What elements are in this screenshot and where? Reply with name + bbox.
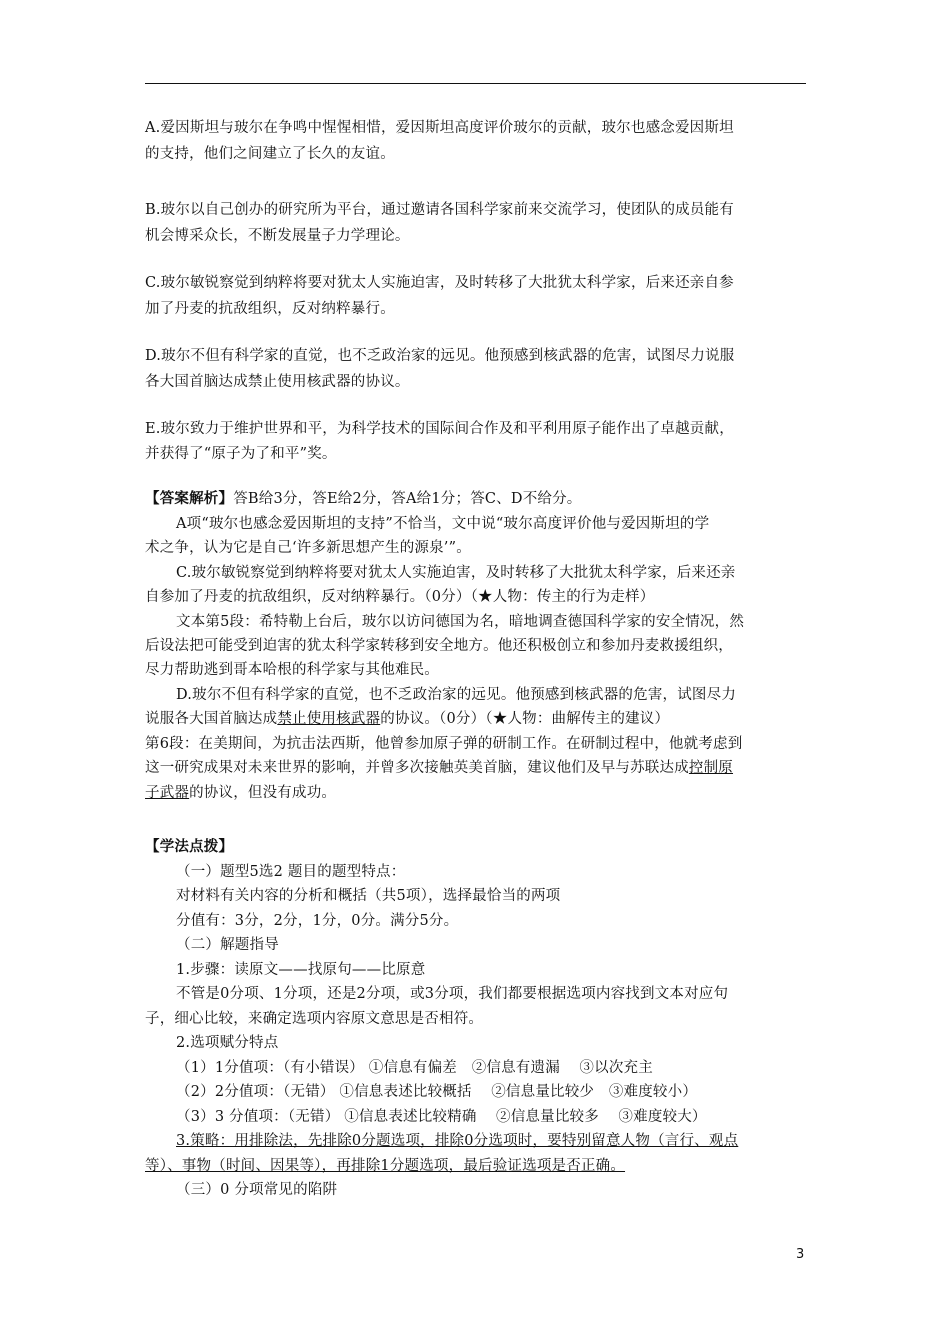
analysis-a-line-2: 术之争，认为它是自己‘许多新思想产生的源泉’”。: [145, 540, 471, 556]
option-a-line-2: 的支持，他们之间建立了长久的友谊。: [145, 146, 395, 162]
paragraph6-underlined-2: 子武器: [145, 785, 190, 801]
paragraph6-line-2: [145, 758, 733, 778]
paragraph6-line-1: 第6段：在美期间，为抗击法西斯，他曾参加原子弹的研制工作。在研制过程中，他就考虑到: [145, 736, 743, 752]
analysis-d-line-2: [145, 709, 669, 729]
study-line-8: 2.选项赋分特点: [176, 1035, 279, 1051]
paragraph5-line-2: 后设法把可能受到迫害的犹太科学家转移到安全地方。他还积极创立和参加丹麦救援组织，: [145, 638, 733, 654]
paragraph5-line-3: 尽力帮助逃到哥本哈根的科学家与其他难民。: [145, 662, 439, 678]
analysis-a-line-1: A项“玻尔也感念爱因斯坦的支持”不恰当，文中说“玻尔高度评价他与爱因斯坦的学: [176, 516, 710, 532]
study-line-4: （二）解题指导: [176, 937, 279, 953]
answer-summary-line: [145, 489, 582, 509]
study-line-7: 子，细心比较，来确定选项内容原文意思是否相符。: [145, 1011, 484, 1027]
analysis-c-line-1: C.玻尔敏锐察觉到纳粹将要对犹太人实施迫害，及时转移了大批犹太科学家，后来还亲: [176, 565, 736, 581]
study-line-2: 对材料有关内容的分析和概括（共5项），选择最恰当的两项: [176, 888, 561, 904]
option-c-line-1: C.玻尔敏锐察觉到纳粹将要对犹太人实施迫害，及时转移了大批犹太科学家，后来还亲自参: [145, 275, 734, 291]
score-line-3: （3）3 分值项：（无错） ①信息表述比较精确 ②信息量比较多 ③难度较大）: [176, 1109, 707, 1125]
score-line-2: （2）2分值项：（无错） ①信息表述比较概括 ②信息量比较少 ③难度较小）: [176, 1084, 698, 1100]
option-b-line-1: B.玻尔以自己创办的研究所为平台，通过邀请各国科学家前来交流学习，使团队的成员能有: [145, 202, 734, 218]
strategy-line-1: 3.策略：用排除法，先排除0分题选项，排除0分选项时，要特别留意人物（言行、观点: [176, 1133, 739, 1149]
study-line-3: 分值有：3分，2分，1分，0分。满分5分。: [176, 913, 459, 929]
analysis-d-text-end: 的协议。（0分）（★人物：曲解传主的建议）: [380, 711, 670, 727]
strategy-line-2: 等）、事物（时间、因果等），再排除1分题选项，最后验证选项是否正确。: [145, 1158, 626, 1174]
option-d-line-2: 各大国首脑达成禁止使用核武器的协议。: [145, 374, 410, 390]
score-line-1: （1）1分值项：（有小错误） ①信息有偏差 ②信息有遗漏 ③以次充主: [176, 1060, 653, 1076]
paragraph6-underlined-1: 控制原: [688, 760, 734, 776]
paragraph6-line-3: [145, 783, 336, 803]
trap-heading: （三）0 分项常见的陷阱: [176, 1182, 338, 1198]
option-c-line-2: 加了丹麦的抗敌组织，反对纳粹暴行。: [145, 301, 395, 317]
page-number: 3: [796, 1247, 805, 1262]
study-line-5: 1.步骤：读原文——找原句——比原意: [176, 962, 426, 978]
analysis-d-text: 说服各大国首脑达成: [145, 711, 278, 727]
study-line-1: （一）题型5选2 题目的题型特点：: [176, 864, 406, 880]
analysis-d-line-1: D.玻尔不但有科学家的直觉，也不乏政治家的远见。他预感到核武器的危害，试图尽力: [176, 687, 737, 703]
analysis-d-underlined: 禁止使用核武器: [277, 711, 381, 727]
study-heading: 【学法点拨】: [145, 838, 234, 855]
option-d-line-1: D.玻尔不但有科学家的直觉，也不乏政治家的远见。他预感到核武器的危害，试图尽力说服: [145, 348, 735, 364]
option-e-line-1: E.玻尔致力于维护世界和平，为科学技术的国际间合作及和平利用原子能作出了卓越贡献，: [145, 421, 734, 437]
paragraph6-text-end: 的协议，但没有成功。: [189, 785, 337, 801]
study-line-6: 不管是0分项、1分项，还是2分项，或3分项，我们都要根据选项内容找到文本对应句: [176, 986, 729, 1002]
option-a-line-1: A.爱因斯坦与玻尔在争鸣中惺惺相惜，爱因斯坦高度评价玻尔的贡献，玻尔也感念爱因斯坦: [145, 120, 734, 136]
analysis-c-line-2: 自参加了丹麦的抗敌组织，反对纳粹暴行。（0分）（★人物：传主的行为走样）: [145, 589, 655, 605]
answer-summary: 答B给3分，答E给2分，答A给1分；答C、D不给分。: [233, 491, 582, 507]
paragraph6-text: 这一研究成果对未来世界的影响，并曾多次接触英美首脑，建议他们及早与苏联达成: [145, 760, 689, 776]
paragraph5-line-1: 文本第5段：希特勒上台后，玻尔以访问德国为名，暗地调查德国科学家的安全情况，然: [176, 614, 745, 630]
header-rule: [145, 83, 806, 84]
answer-heading: 【答案解析】: [145, 490, 234, 507]
option-b-line-2: 机会博采众长，不断发展量子力学理论。: [145, 228, 410, 244]
option-e-line-2: 并获得了“原子为了和平”奖。: [145, 446, 337, 462]
